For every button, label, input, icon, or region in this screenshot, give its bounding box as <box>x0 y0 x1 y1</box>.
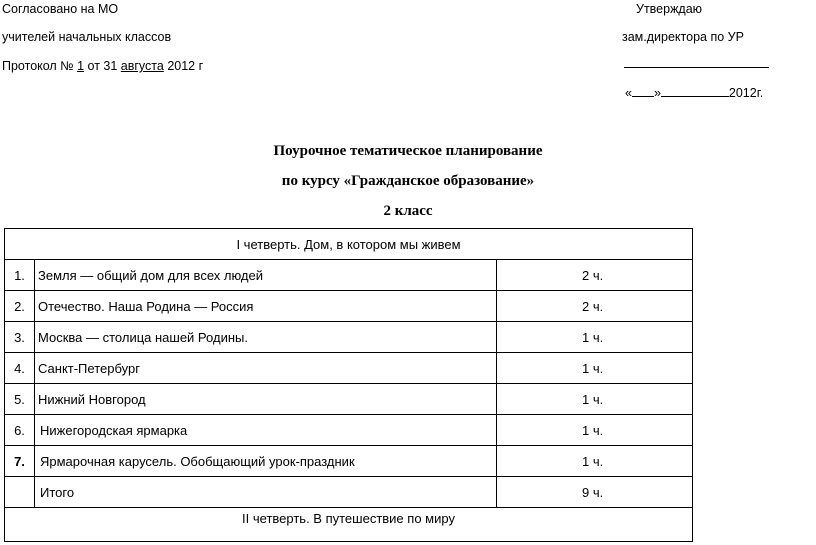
row-hours: 1 ч. <box>497 415 693 446</box>
total-number <box>5 477 35 508</box>
row-topic: Санкт-Петербург <box>35 353 497 384</box>
row-topic: Нижегородская ярмарка <box>35 415 497 446</box>
signature-line <box>624 67 769 68</box>
total-label: Итого <box>35 477 497 508</box>
month-blank <box>661 85 729 97</box>
row-hours: 1 ч. <box>497 384 693 415</box>
row-number: 2. <box>5 291 35 322</box>
row-number: 1. <box>5 260 35 291</box>
approve-label: Утверждаю <box>636 2 703 16</box>
row-hours: 2 ч. <box>497 260 693 291</box>
quarter-header-row <box>5 229 693 260</box>
protocol-mid: от 31 <box>84 59 121 73</box>
table-row <box>5 415 693 446</box>
table-row <box>5 353 693 384</box>
date-year: 2012г. <box>728 86 764 100</box>
row-topic: Москва — столица нашей Родины. <box>35 322 497 353</box>
table-row <box>5 260 693 291</box>
lesson-plan-table <box>4 228 693 542</box>
row-number: 4. <box>5 353 35 384</box>
row-number: 3. <box>5 322 35 353</box>
approval-label: Согласовано на МО <box>2 2 119 16</box>
total-hours: 9 ч. <box>497 477 693 508</box>
date-open-quote: « <box>625 86 632 100</box>
page-title: Поурочное тематическое планирование <box>273 143 543 159</box>
deputy-director-label: зам.директора по УР <box>622 30 744 44</box>
row-topic: Нижний Новгород <box>35 384 497 415</box>
protocol-year: 2012 г <box>163 59 204 73</box>
row-hours: 1 ч. <box>497 322 693 353</box>
teachers-association: учителей начальных классов <box>2 30 172 44</box>
table-row <box>5 384 693 415</box>
protocol-number: 1 <box>77 59 85 73</box>
row-number: 6. <box>5 415 35 446</box>
row-hours: 2 ч. <box>497 291 693 322</box>
quarter-1-header: I четверть. Дом, в котором мы живем <box>5 229 693 260</box>
table-row <box>5 446 693 477</box>
row-topic: Ярмарочная карусель. Обобщающий урок-праздник <box>35 446 497 477</box>
quarter-header-row <box>5 508 693 542</box>
row-topic: Отечество. Наша Родина — Россия <box>35 291 497 322</box>
grade-title: 2 класс <box>383 203 433 219</box>
row-hours: 1 ч. <box>497 446 693 477</box>
course-title: по курсу «Гражданское образование» <box>281 173 535 189</box>
row-hours: 1 ч. <box>497 353 693 384</box>
row-topic: Земля — общий дом для всех людей <box>35 260 497 291</box>
row-number: 5. <box>5 384 35 415</box>
approval-date <box>625 85 763 100</box>
table-row <box>5 322 693 353</box>
date-close-quote: » <box>653 86 661 100</box>
day-blank <box>632 85 654 97</box>
quarter-2-header: II четверть. В путешествие по миру <box>5 508 693 542</box>
protocol-line <box>2 59 203 73</box>
row-number: 7. <box>5 446 35 477</box>
table-row <box>5 291 693 322</box>
total-row <box>5 477 693 508</box>
protocol-prefix: Протокол № <box>2 59 78 73</box>
protocol-month: августа <box>120 59 164 73</box>
